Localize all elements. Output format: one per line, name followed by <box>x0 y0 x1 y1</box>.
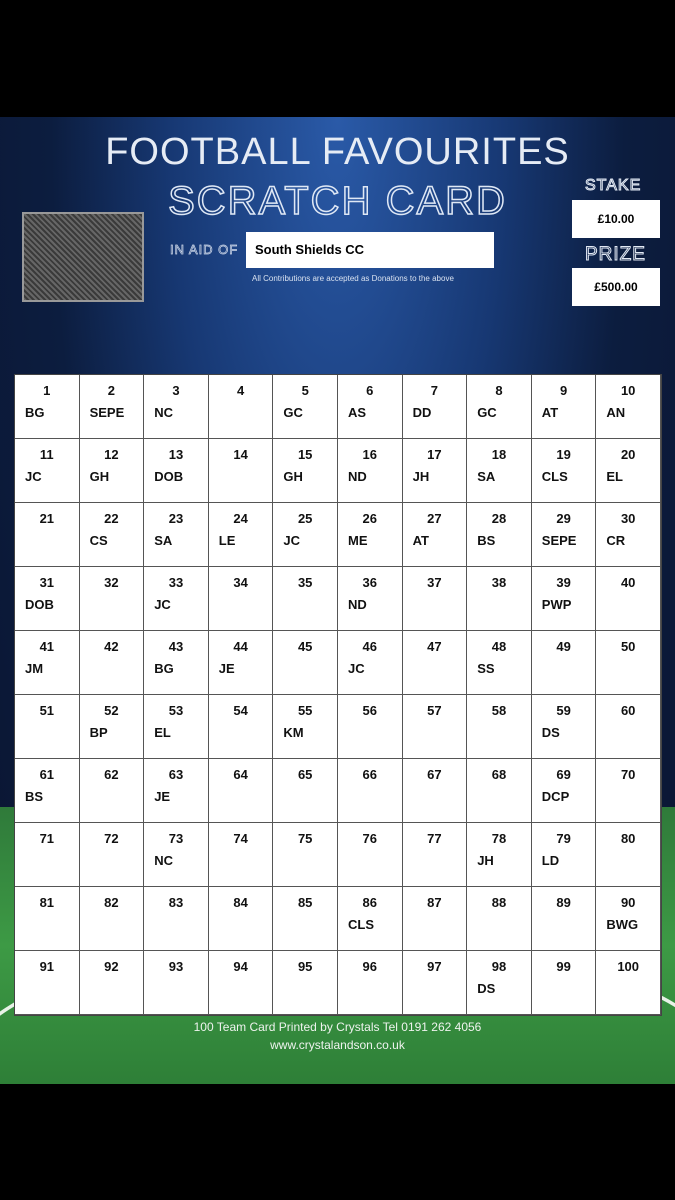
grid-cell <box>338 631 403 695</box>
cell-initials: DOB <box>25 597 54 612</box>
grid-cell <box>403 695 468 759</box>
cell-number: 34 <box>233 575 248 590</box>
cell-number: 95 <box>297 959 313 974</box>
grid-cell <box>209 439 274 503</box>
grid-cell <box>273 439 338 503</box>
cell-initials: KM <box>283 725 304 740</box>
grid-cell <box>403 375 468 439</box>
cell-number: 69 <box>556 767 571 782</box>
cell-number: 62 <box>104 767 119 782</box>
cell-initials: JH <box>412 469 430 484</box>
grid-cell <box>338 951 403 1015</box>
cell-number: 25 <box>297 511 313 526</box>
contributions-note: All Contributions are accepted as Donations to the above <box>252 274 454 283</box>
cell-initials: CR <box>606 533 626 548</box>
cell-initials: BWG <box>606 917 639 932</box>
cell-number: 22 <box>104 511 119 526</box>
cell-number: 52 <box>104 703 119 718</box>
cell-number: 21 <box>39 511 55 526</box>
grid-cell <box>273 631 338 695</box>
cell-number: 3 <box>172 383 180 398</box>
grid-cell <box>467 439 532 503</box>
cell-initials: DS <box>477 981 496 996</box>
grid-cell <box>15 695 80 759</box>
cell-number: 97 <box>427 959 442 974</box>
cell-initials: SEPE <box>89 405 125 420</box>
cell-number: 55 <box>297 703 313 718</box>
cell-number: 53 <box>168 703 184 718</box>
cell-number: 40 <box>620 575 636 590</box>
grid-cell <box>144 951 209 1015</box>
grid-cell <box>596 823 661 887</box>
cell-number: 66 <box>362 767 378 782</box>
cell-number: 43 <box>168 639 184 654</box>
cell-initials: ND <box>347 597 367 612</box>
grid-cell <box>273 503 338 567</box>
grid-cell <box>80 695 145 759</box>
cell-number: 5 <box>301 383 309 398</box>
cell-number: 67 <box>427 767 442 782</box>
cell-number: 90 <box>620 895 636 910</box>
cell-number: 13 <box>168 447 184 462</box>
grid-cell <box>532 439 597 503</box>
cell-initials: SS <box>477 661 495 676</box>
grid-cell <box>273 759 338 823</box>
cell-number: 50 <box>620 639 636 654</box>
cell-number: 12 <box>104 447 119 462</box>
cell-number: 32 <box>104 575 119 590</box>
grid-cell <box>209 503 274 567</box>
grid-cell <box>596 951 661 1015</box>
cell-number: 6 <box>366 383 374 398</box>
grid-cell <box>15 759 80 823</box>
cell-initials: EL <box>606 469 624 484</box>
cell-number: 17 <box>427 447 442 462</box>
cell-number: 94 <box>233 959 248 974</box>
cell-number: 72 <box>104 831 119 846</box>
card-subtitle: SCRATCH CARD <box>168 179 507 223</box>
cell-number: 93 <box>168 959 184 974</box>
grid-cell <box>467 695 532 759</box>
grid-cell <box>596 375 661 439</box>
cell-number: 30 <box>620 511 636 526</box>
grid-cell <box>80 951 145 1015</box>
cell-initials: BG <box>154 661 174 676</box>
grid-cell <box>403 823 468 887</box>
grid-cell <box>403 887 468 951</box>
cell-number: 8 <box>495 383 503 398</box>
grid-cell <box>273 375 338 439</box>
cell-initials: BS <box>477 533 496 548</box>
cell-number: 28 <box>491 511 507 526</box>
grid-cell <box>80 439 145 503</box>
cell-initials: DD <box>412 405 432 420</box>
cell-number: 100 <box>617 959 640 974</box>
cell-initials: GH <box>283 469 303 484</box>
cell-number: 51 <box>39 703 55 718</box>
grid-cell <box>273 951 338 1015</box>
grid-cell <box>403 759 468 823</box>
cell-number: 70 <box>620 767 636 782</box>
cell-number: 49 <box>556 639 571 654</box>
grid-cell <box>15 567 80 631</box>
cell-initials: JE <box>154 789 171 804</box>
grid-cell <box>209 887 274 951</box>
cell-number: 54 <box>233 703 248 718</box>
cell-initials: EL <box>154 725 171 740</box>
grid-cell <box>209 951 274 1015</box>
grid-cell <box>15 503 80 567</box>
cell-number: 71 <box>39 831 55 846</box>
grid-cell <box>144 375 209 439</box>
aid-value: South Shields CC <box>246 232 494 268</box>
cell-number: 37 <box>427 575 442 590</box>
cell-initials: AS <box>347 405 367 420</box>
stake-value: £10.00 <box>572 200 660 238</box>
cell-number: 85 <box>297 895 313 910</box>
grid-cell <box>467 951 532 1015</box>
grid-cell <box>144 695 209 759</box>
cell-number: 68 <box>491 767 507 782</box>
grid-cell <box>15 439 80 503</box>
cell-number: 76 <box>362 831 378 846</box>
grid-cell <box>532 951 597 1015</box>
stake-label: STAKE <box>585 177 642 194</box>
grid-cell <box>144 823 209 887</box>
grid-cell <box>596 439 661 503</box>
cell-number: 18 <box>491 447 507 462</box>
grid-cell <box>80 631 145 695</box>
cell-number: 61 <box>39 767 55 782</box>
cell-initials: PWP <box>541 597 572 612</box>
cell-number: 36 <box>362 575 378 590</box>
cell-number: 27 <box>427 511 442 526</box>
cell-initials: DOB <box>154 469 184 484</box>
cell-initials: BG <box>25 405 45 420</box>
grid-cell <box>338 567 403 631</box>
grid-cell <box>15 823 80 887</box>
grid-cell <box>80 503 145 567</box>
cell-number: 79 <box>556 831 571 846</box>
cell-initials: NC <box>154 405 173 420</box>
cell-number: 75 <box>297 831 313 846</box>
grid-cell <box>403 567 468 631</box>
grid-cell <box>467 887 532 951</box>
grid-cell <box>144 503 209 567</box>
grid-cell <box>144 759 209 823</box>
cell-number: 92 <box>104 959 119 974</box>
grid-cell <box>209 567 274 631</box>
cell-number: 47 <box>427 639 442 654</box>
grid-cell <box>338 695 403 759</box>
cell-number: 29 <box>556 511 571 526</box>
grid-cell <box>209 375 274 439</box>
cell-number: 96 <box>362 959 378 974</box>
cell-number: 82 <box>104 895 119 910</box>
grid-cell <box>80 567 145 631</box>
scratch-panel[interactable] <box>22 212 144 302</box>
grid-cell <box>15 887 80 951</box>
grid-cell <box>596 567 661 631</box>
grid-cell <box>273 887 338 951</box>
grid-cell <box>15 375 80 439</box>
grid-cell <box>596 631 661 695</box>
grid-cell <box>596 887 661 951</box>
cell-number: 83 <box>168 895 184 910</box>
cell-initials: NC <box>154 853 173 868</box>
cell-initials: JC <box>347 661 365 676</box>
cell-initials: BP <box>89 725 108 740</box>
grid-cell <box>273 567 338 631</box>
cell-number: 81 <box>39 895 55 910</box>
grid-cell <box>144 887 209 951</box>
cell-number: 39 <box>556 575 571 590</box>
grid-cell <box>467 503 532 567</box>
cell-initials: GC <box>283 405 303 420</box>
cell-number: 38 <box>491 575 507 590</box>
cell-number: 2 <box>107 383 115 398</box>
cell-number: 45 <box>297 639 313 654</box>
cell-number: 26 <box>362 511 378 526</box>
cell-number: 88 <box>491 895 507 910</box>
aid-label: IN AID OF <box>170 242 239 257</box>
grid-cell <box>144 631 209 695</box>
grid-cell <box>532 567 597 631</box>
cell-number: 77 <box>427 831 442 846</box>
cell-number: 98 <box>491 959 507 974</box>
grid-cell <box>532 631 597 695</box>
cell-initials: AN <box>606 405 626 420</box>
cell-number: 4 <box>236 383 245 398</box>
grid-cell <box>338 375 403 439</box>
cell-initials: JC <box>154 597 171 612</box>
cell-initials: LE <box>218 533 236 548</box>
grid-cell <box>209 823 274 887</box>
cell-number: 42 <box>104 639 119 654</box>
cell-initials: SEPE <box>541 533 577 548</box>
printer-credit: 100 Team Card Printed by Crystals Tel 0191 262 4056 <box>193 1020 482 1034</box>
cell-number: 16 <box>362 447 378 462</box>
cell-number: 7 <box>430 383 438 398</box>
cell-number: 15 <box>297 447 313 462</box>
cell-number: 56 <box>362 703 378 718</box>
cell-initials: AT <box>412 533 429 548</box>
cell-number: 24 <box>233 511 248 526</box>
cell-initials: CLS <box>541 469 568 484</box>
grid-cell <box>467 567 532 631</box>
cell-initials: BS <box>25 789 44 804</box>
cell-initials: JC <box>25 469 42 484</box>
grid-cell <box>209 695 274 759</box>
cell-number: 41 <box>39 639 55 654</box>
cell-initials: SA <box>154 533 173 548</box>
grid-cell <box>596 695 661 759</box>
cell-number: 60 <box>620 703 636 718</box>
grid-cell <box>15 631 80 695</box>
grid-cell <box>209 631 274 695</box>
cell-initials: GH <box>89 469 110 484</box>
cell-initials: JC <box>283 533 301 548</box>
grid-cell <box>532 695 597 759</box>
cell-initials: DS <box>541 725 560 740</box>
cell-number: 44 <box>233 639 248 654</box>
cell-initials: GC <box>477 405 497 420</box>
cell-number: 99 <box>556 959 571 974</box>
grid-cell <box>532 375 597 439</box>
cell-number: 73 <box>168 831 184 846</box>
cell-number: 89 <box>556 895 571 910</box>
cell-number: 63 <box>168 767 184 782</box>
cell-number: 65 <box>297 767 313 782</box>
grid-cell <box>80 759 145 823</box>
cell-number: 19 <box>556 447 571 462</box>
scratch-card <box>0 117 675 1084</box>
grid-cell <box>532 823 597 887</box>
cell-number: 86 <box>362 895 378 910</box>
cell-number: 1 <box>43 383 51 398</box>
grid-cell <box>596 503 661 567</box>
cell-number: 33 <box>168 575 184 590</box>
cell-initials: JM <box>25 661 44 676</box>
team-grid <box>14 374 662 1016</box>
grid-cell <box>80 823 145 887</box>
cell-number: 31 <box>39 575 55 590</box>
cell-initials: CLS <box>347 917 374 932</box>
cell-number: 78 <box>491 831 507 846</box>
grid-cell <box>467 631 532 695</box>
grid-cell <box>273 823 338 887</box>
grid-cell <box>80 887 145 951</box>
cell-initials: JH <box>477 853 494 868</box>
printer-website: www.crystalandson.co.uk <box>270 1038 405 1052</box>
grid-cell <box>467 759 532 823</box>
grid-cell <box>403 439 468 503</box>
grid-cell <box>467 375 532 439</box>
cell-number: 91 <box>39 959 55 974</box>
cell-number: 48 <box>491 639 507 654</box>
grid-cell <box>338 887 403 951</box>
grid-cell <box>80 375 145 439</box>
cell-number: 14 <box>233 447 248 462</box>
grid-cell <box>273 695 338 759</box>
cell-initials: CS <box>89 533 108 548</box>
cell-number: 57 <box>427 703 442 718</box>
grid-cell <box>596 759 661 823</box>
cell-number: 20 <box>620 447 636 462</box>
cell-initials: JE <box>218 661 235 676</box>
grid-cell <box>403 951 468 1015</box>
grid-cell <box>15 951 80 1015</box>
grid-cell <box>338 823 403 887</box>
grid-cell <box>338 759 403 823</box>
cell-number: 74 <box>233 831 248 846</box>
cell-number: 59 <box>556 703 571 718</box>
grid-cell <box>532 503 597 567</box>
card-title: FOOTBALL FAVOURITES <box>105 131 570 173</box>
cell-number: 87 <box>427 895 442 910</box>
grid-cell <box>144 567 209 631</box>
cell-initials: DCP <box>541 789 570 804</box>
grid-cell <box>467 823 532 887</box>
grid-cell <box>144 439 209 503</box>
cell-number: 9 <box>559 383 568 398</box>
cell-number: 46 <box>362 639 378 654</box>
cell-number: 58 <box>491 703 507 718</box>
grid-cell <box>209 759 274 823</box>
grid-cell <box>532 887 597 951</box>
cell-number: 80 <box>620 831 636 846</box>
cell-initials: SA <box>477 469 496 484</box>
grid-cell <box>532 759 597 823</box>
prize-label: PRIZE <box>585 244 646 265</box>
cell-initials: AT <box>541 405 559 420</box>
grid-cell <box>403 631 468 695</box>
cell-number: 84 <box>233 895 248 910</box>
cell-number: 35 <box>297 575 313 590</box>
cell-number: 64 <box>233 767 248 782</box>
cell-number: 23 <box>168 511 184 526</box>
grid-cell <box>403 503 468 567</box>
cell-number: 11 <box>39 447 54 462</box>
prize-value: £500.00 <box>572 268 660 306</box>
cell-initials: ND <box>347 469 367 484</box>
cell-number: 10 <box>620 383 636 398</box>
grid-cell <box>338 439 403 503</box>
grid-cell <box>338 503 403 567</box>
cell-initials: ME <box>347 533 368 548</box>
cell-initials: LD <box>541 853 560 868</box>
